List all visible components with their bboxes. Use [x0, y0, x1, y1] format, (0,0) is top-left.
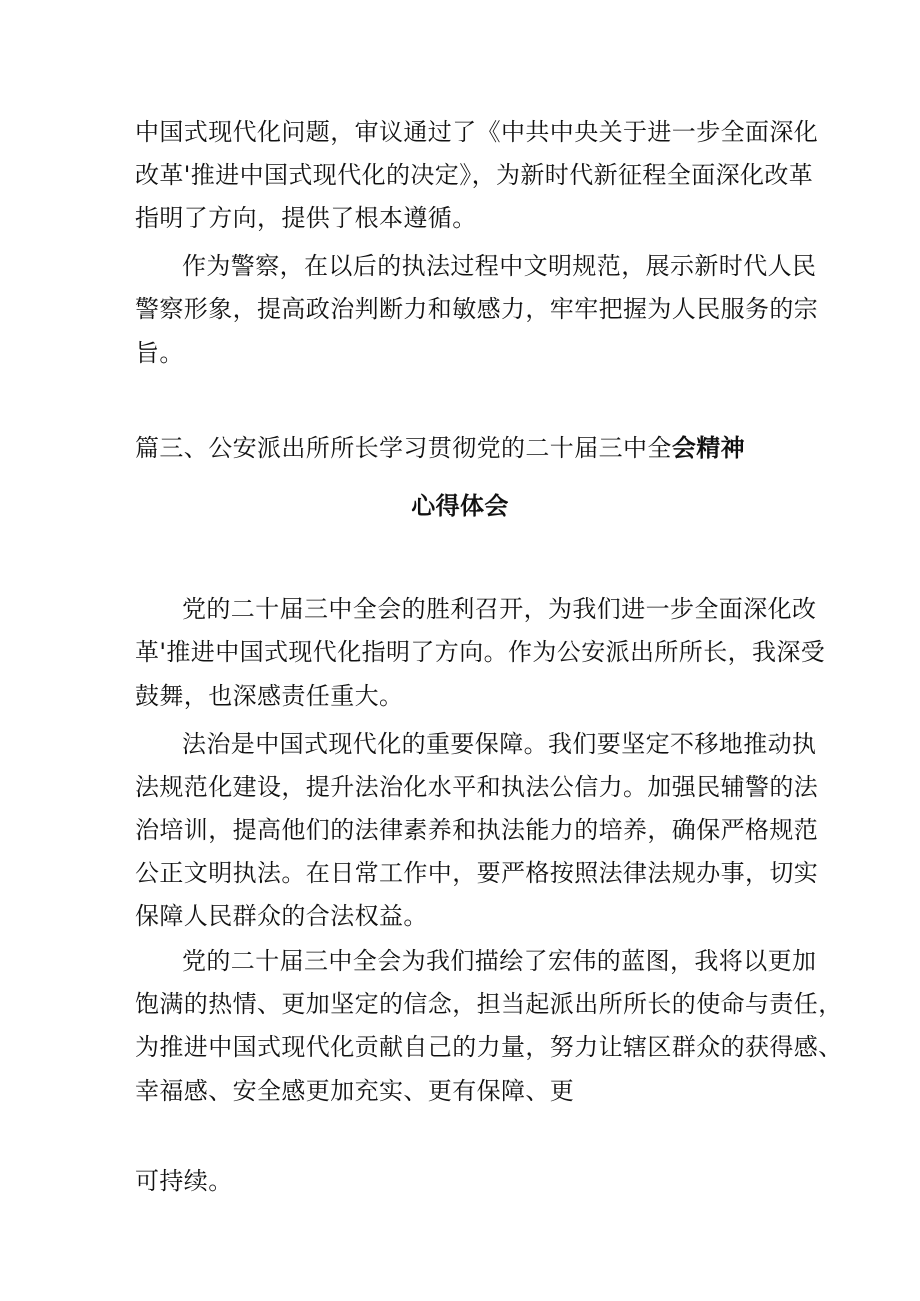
- paragraph-line: 保障人民群众的合法权益。: [135, 902, 428, 930]
- paragraph-line: 为推进中国式现代化贡献自己的力量，努力让辖区群众的获得感、: [135, 1033, 843, 1061]
- paragraph-line: 革'推进中国式现代化指明了方向。作为公安派出所所长，我深受: [135, 638, 826, 666]
- intro-line: 改革'推进中国式现代化的决定》，为新时代新征程全面深化改革: [135, 161, 814, 189]
- paragraph-line: 法规范化建设，提升法治化水平和执法公信力。加强民辅警的法: [135, 773, 819, 801]
- paragraph-line: 党的二十届三中全会的胜利召开，为我们进一步全面深化改: [182, 595, 817, 623]
- intro-line: 指明了方向，提供了根本遵循。: [135, 204, 477, 232]
- intro-line: 中国式现代化问题，审议通过了《中共中央关于进一步全面深化: [135, 118, 819, 146]
- police-paragraph-line: 警察形象，提高政治判断力和敏感力，牢牢把握为人民服务的宗: [135, 295, 819, 323]
- paragraph-line: 法治是中国式现代化的重要保障。我们要坚定不移地推动执: [182, 730, 817, 758]
- paragraph-line: 党的二十届三中全会为我们描绘了宏伟的蓝图，我将以更加: [182, 947, 817, 975]
- section-heading: [135, 433, 745, 463]
- paragraph-line: 治培训，提高他们的法律素养和执法能力的培养，确保严格规范: [135, 816, 819, 844]
- section-subtitle: 心得体会: [411, 492, 509, 520]
- paragraph-line: 鼓舞，也深感责任重大。: [135, 682, 404, 710]
- police-paragraph-line: 旨。: [135, 339, 184, 367]
- paragraph-line: 饱满的热情、更加坚定的信念，担当起派出所所长的使命与责任，: [135, 990, 843, 1018]
- police-paragraph-line: 作为警察，在以后的执法过程中文明规范，展示新时代人民: [182, 252, 817, 280]
- section-heading-main: 篇三、公安派出所所长学习贯彻党的二十届三中全: [135, 434, 672, 462]
- paragraph-line: 公正文明执法。在日常工作中，要严格按照法律法规办事，切实: [135, 859, 819, 887]
- section-heading-bold: 会精神: [671, 434, 746, 462]
- paragraph-tail: 可持续。: [135, 1167, 233, 1195]
- paragraph-line: 幸福感、安全感更加充实、更有保障、更: [135, 1077, 575, 1105]
